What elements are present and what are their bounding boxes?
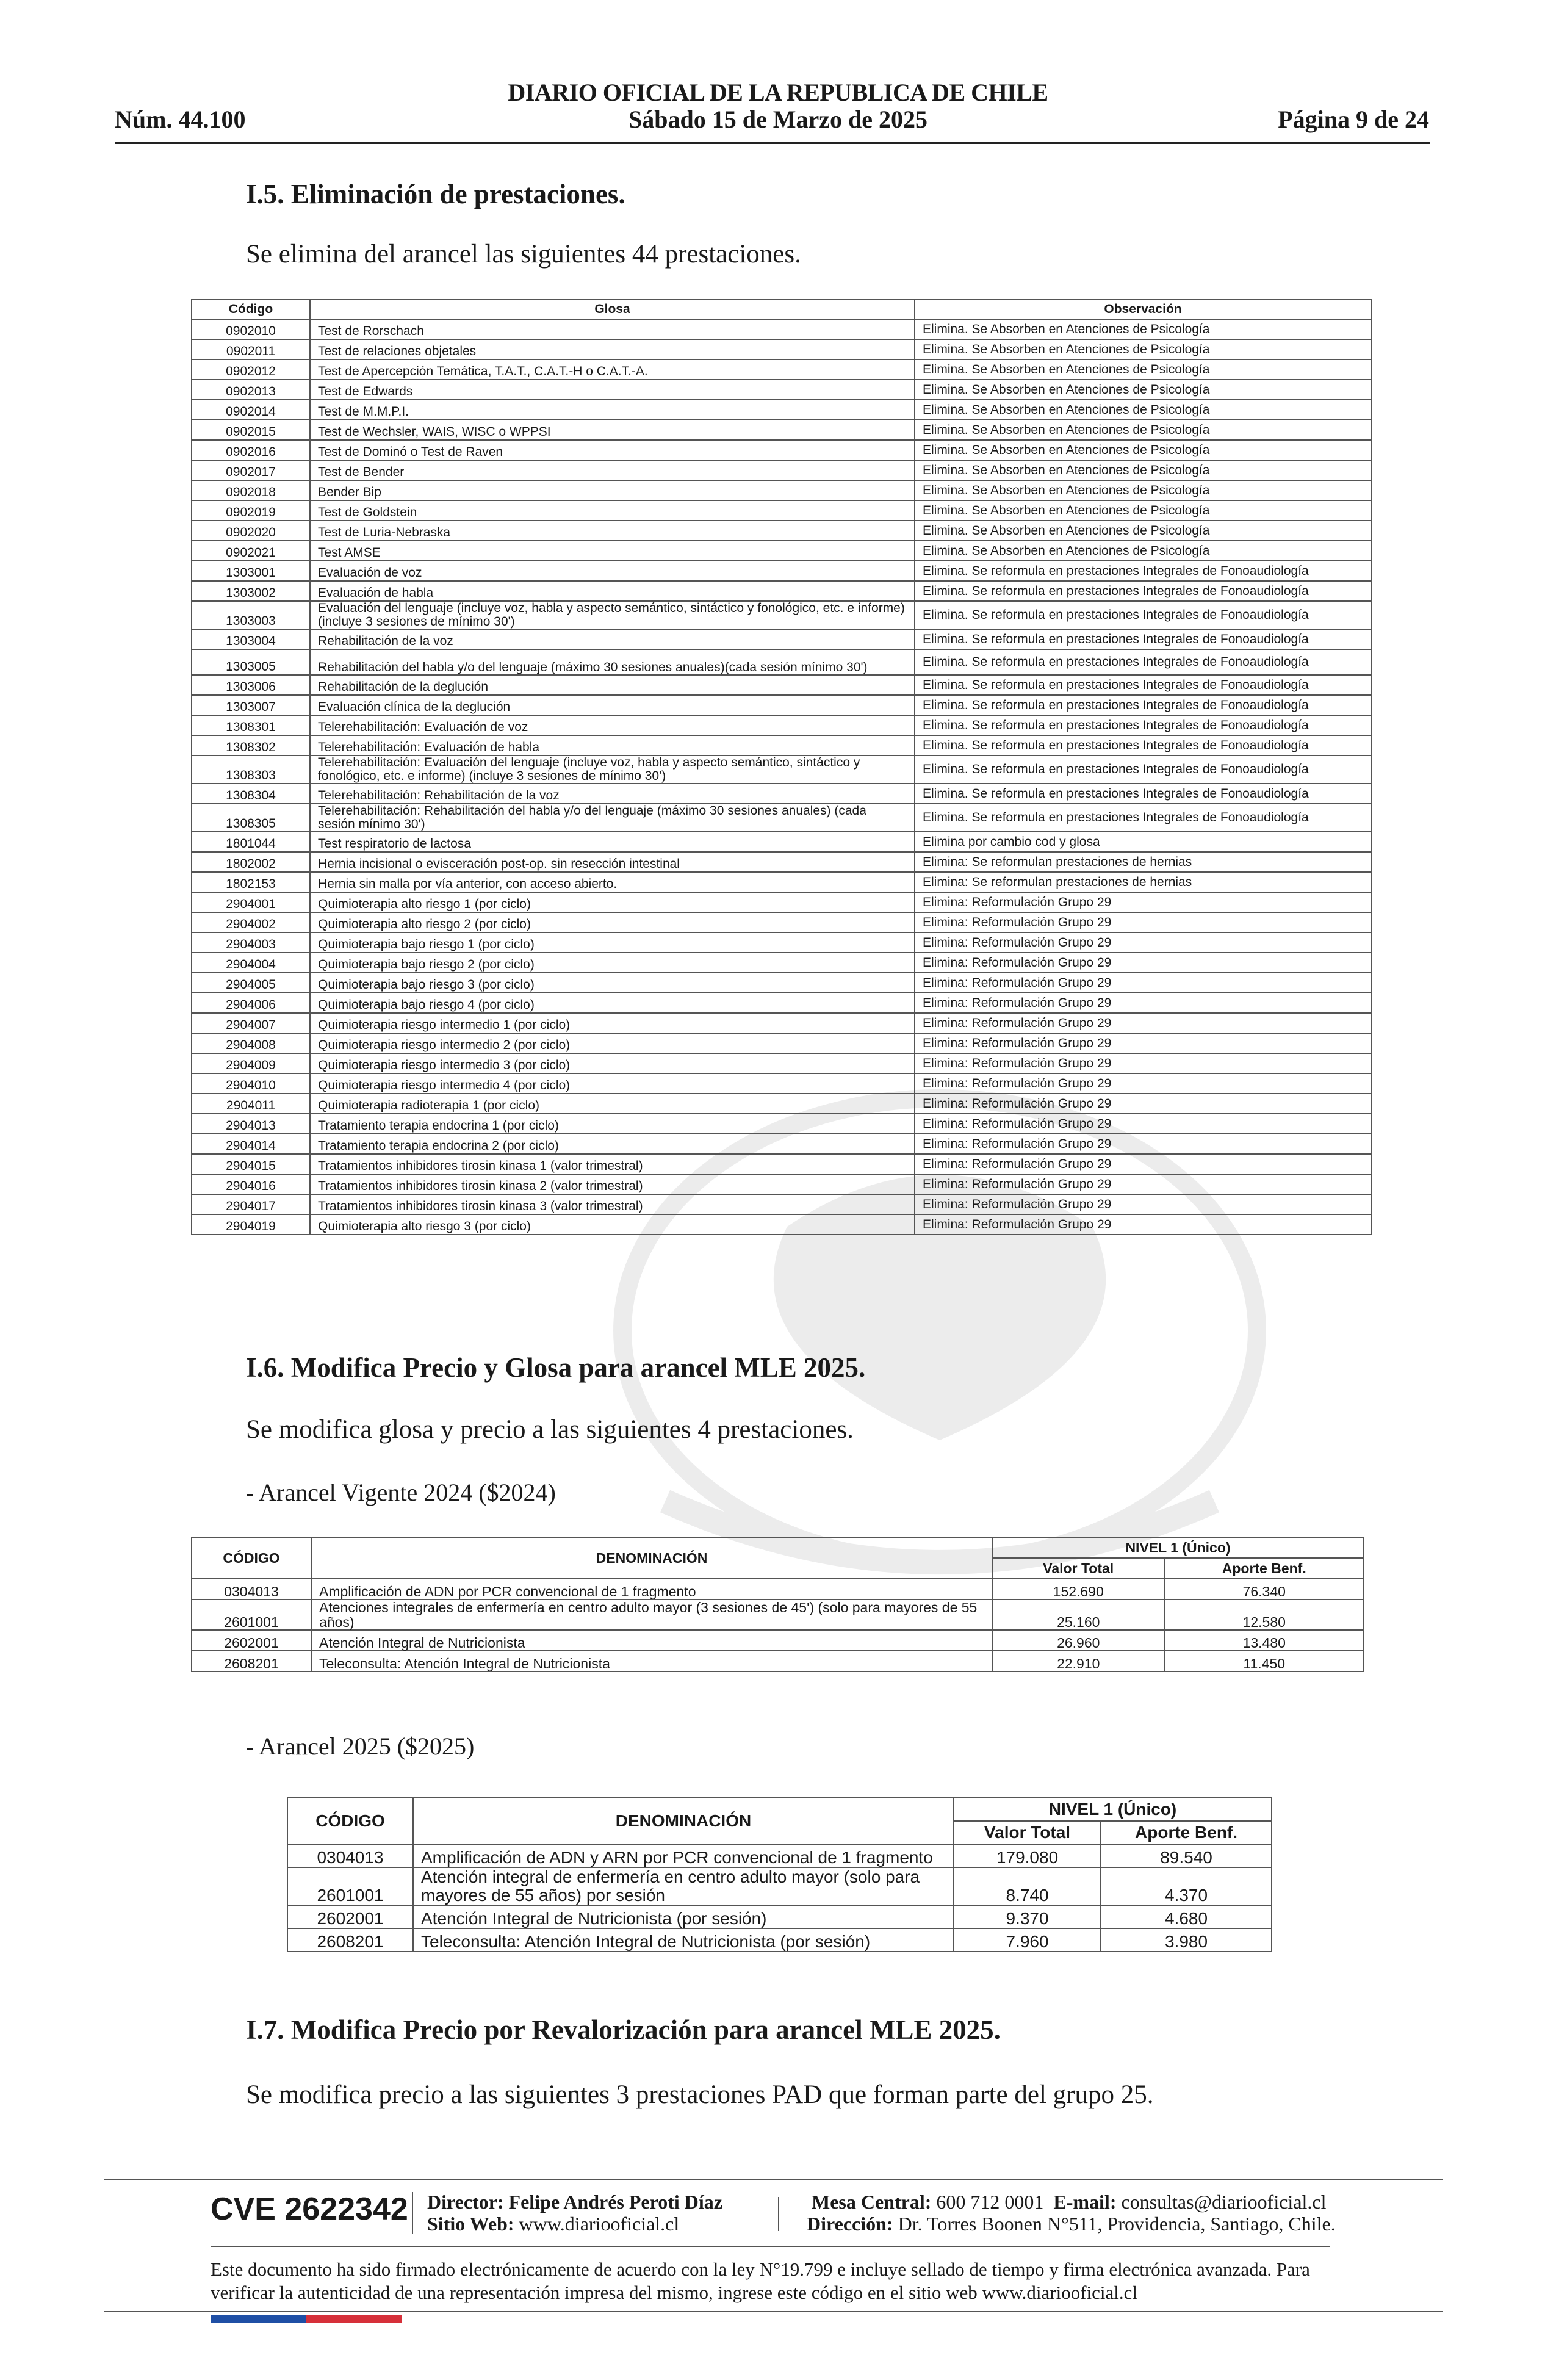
table-row [192, 359, 1371, 380]
cell-codigo: 1308303 [192, 755, 310, 784]
cell-glosa: Test de Goldstein [310, 500, 915, 521]
cell-codigo: 0902021 [192, 541, 310, 561]
cell-denominacion: Atención integral de enfermería en centro adulto mayor (solo para mayores de 55 años) por sesión [413, 1867, 954, 1905]
cell-observacion: Elimina: Reformulación Grupo 29 [915, 1154, 1371, 1174]
column-header-denominacion: DENOMINACIÓN [311, 1537, 992, 1579]
cell-codigo: 2601001 [287, 1867, 413, 1905]
email-link[interactable]: consultas@diariooficial.cl [1121, 2191, 1327, 2213]
cell-observacion: Elimina. Se Absorben en Atenciones de Psicología [915, 359, 1371, 380]
table-row [287, 1867, 1272, 1905]
cell-codigo: 1303005 [192, 649, 310, 675]
column-header-denominacion: DENOMINACIÓN [413, 1798, 954, 1844]
table-row [192, 1154, 1371, 1174]
website-label: Sitio Web: [427, 2213, 514, 2235]
email-label: E-mail: [1053, 2191, 1117, 2213]
table-row [192, 973, 1371, 993]
cell-codigo: 0902015 [192, 420, 310, 440]
cell-glosa: Quimioterapia alto riesgo 3 (por ciclo) [310, 1214, 915, 1235]
table-row [192, 1630, 1364, 1651]
table-row [192, 695, 1371, 715]
cell-codigo: 0902019 [192, 500, 310, 521]
column-header-valor-total: Valor Total [954, 1821, 1101, 1844]
header-divider [115, 142, 1430, 144]
footer-website [427, 2213, 679, 2235]
cell-observacion: Elimina. Se Absorben en Atenciones de Psicología [915, 500, 1371, 521]
cell-observacion: Elimina. Se Absorben en Atenciones de Psicología [915, 400, 1371, 420]
cell-observacion: Elimina. Se reformula en prestaciones Integrales de Fonoaudiología [915, 784, 1371, 804]
cell-codigo: 1303003 [192, 601, 310, 629]
cell-observacion: Elimina. Se reformula en prestaciones Integrales de Fonoaudiología [915, 804, 1371, 832]
cell-codigo: 1308305 [192, 804, 310, 832]
table-row [192, 1094, 1371, 1114]
table-row [192, 872, 1371, 892]
table-row [192, 601, 1371, 629]
cell-aporte: 12.580 [1164, 1599, 1364, 1630]
cell-codigo: 1802153 [192, 872, 310, 892]
cell-observacion: Elimina. Se reformula en prestaciones Integrales de Fonoaudiología [915, 561, 1371, 581]
cell-denominacion: Amplificación de ADN por PCR convencional de 1 fragmento [311, 1579, 992, 1599]
cell-glosa: Quimioterapia bajo riesgo 2 (por ciclo) [310, 953, 915, 973]
cell-glosa: Telerehabilitación: Evaluación de habla [310, 735, 915, 755]
footer-divider-bottom [104, 2311, 1443, 2312]
cell-observacion: Elimina por cambio cod y glosa [915, 832, 1371, 852]
table-row [192, 500, 1371, 521]
cell-denominacion: Atención Integral de Nutricionista [311, 1630, 992, 1651]
column-header-nivel: NIVEL 1 (Único) [992, 1537, 1364, 1558]
table-row [287, 1928, 1272, 1952]
director-label: Director: [427, 2191, 504, 2213]
table-row [192, 993, 1371, 1013]
cell-observacion: Elimina: Reformulación Grupo 29 [915, 892, 1371, 912]
cell-observacion: Elimina: Reformulación Grupo 29 [915, 1053, 1371, 1073]
table-row [192, 380, 1371, 400]
cell-codigo: 2602001 [287, 1905, 413, 1928]
address-text: Dr. Torres Boonen N°511, Providencia, Santiago, Chile. [898, 2213, 1336, 2235]
cell-codigo: 2904014 [192, 1134, 310, 1154]
table-row [192, 1114, 1371, 1134]
cell-observacion: Elimina. Se Absorben en Atenciones de Psicología [915, 480, 1371, 500]
table-row [192, 735, 1371, 755]
table-row [192, 339, 1371, 359]
cell-observacion: Elimina: Reformulación Grupo 29 [915, 912, 1371, 932]
cell-codigo: 0902016 [192, 440, 310, 460]
cell-glosa: Test de Edwards [310, 380, 915, 400]
cell-glosa: Quimioterapia alto riesgo 2 (por ciclo) [310, 912, 915, 932]
cell-codigo: 2904003 [192, 932, 310, 953]
cell-observacion: Elimina: Reformulación Grupo 29 [915, 1094, 1371, 1114]
subheading-arancel-2025: - Arancel 2025 ($2025) [246, 1733, 475, 1760]
cell-observacion: Elimina. Se reformula en prestaciones Integrales de Fonoaudiología [915, 715, 1371, 735]
footer-divider-middle [211, 2246, 1330, 2247]
table-row [192, 649, 1371, 675]
table-row [192, 1053, 1371, 1073]
cell-glosa: Hernia incisional o evisceración post-op. sin resección intestinal [310, 852, 915, 872]
table-row [192, 715, 1371, 735]
cell-codigo: 0902017 [192, 460, 310, 480]
director-name: Felipe Andrés Peroti Díaz [508, 2191, 722, 2213]
cell-codigo: 2608201 [192, 1651, 311, 1671]
cell-codigo: 2904005 [192, 973, 310, 993]
cell-aporte: 11.450 [1164, 1651, 1364, 1671]
cell-glosa: Bender Bip [310, 480, 915, 500]
cell-glosa: Telerehabilitación: Rehabilitación del habla y/o del lenguaje (máximo 30 sesiones anuales) (cada sesión mínimo 30') [310, 804, 915, 832]
mesa-label: Mesa Central: [812, 2191, 932, 2213]
section-intro-i5: Se elimina del arancel las siguientes 44 prestaciones. [246, 240, 801, 269]
cell-observacion: Elimina. Se reformula en prestaciones Integrales de Fonoaudiología [915, 581, 1371, 601]
cell-glosa: Tratamientos inhibidores tirosin kinasa 2 (valor trimestral) [310, 1174, 915, 1194]
table-row [192, 541, 1371, 561]
table-row [192, 460, 1371, 480]
cell-glosa: Rehabilitación de la voz [310, 629, 915, 649]
table-body [287, 1844, 1272, 1952]
cell-aporte: 4.680 [1101, 1905, 1272, 1928]
table-row [192, 1033, 1371, 1053]
table-row [192, 755, 1371, 784]
cell-glosa: Test de Luria-Nebraska [310, 521, 915, 541]
table-header-row [192, 300, 1371, 319]
cell-glosa: Tratamiento terapia endocrina 1 (por ciclo) [310, 1114, 915, 1134]
table-row [192, 521, 1371, 541]
cell-glosa: Test de Wechsler, WAIS, WISC o WPPSI [310, 420, 915, 440]
cell-observacion: Elimina. Se reformula en prestaciones Integrales de Fonoaudiología [915, 695, 1371, 715]
cell-observacion: Elimina: Reformulación Grupo 29 [915, 1033, 1371, 1053]
cell-codigo: 1303004 [192, 629, 310, 649]
footer-director [427, 2191, 722, 2213]
cell-observacion: Elimina. Se Absorben en Atenciones de Psicología [915, 541, 1371, 561]
footer-address [807, 2213, 1336, 2235]
cell-observacion: Elimina: Reformulación Grupo 29 [915, 932, 1371, 953]
website-link[interactable]: www.diariooficial.cl [519, 2213, 680, 2235]
section-heading-i5: I.5. Eliminación de prestaciones. [246, 179, 625, 209]
table-header-row [192, 1537, 1364, 1558]
table-row [192, 561, 1371, 581]
cell-codigo: 2904019 [192, 1214, 310, 1235]
cell-observacion: Elimina: Se reformulan prestaciones de hernias [915, 872, 1371, 892]
cell-codigo: 1802002 [192, 852, 310, 872]
cell-codigo: 2904001 [192, 892, 310, 912]
cell-glosa: Test de Dominó o Test de Raven [310, 440, 915, 460]
cell-observacion: Elimina. Se Absorben en Atenciones de Psicología [915, 420, 1371, 440]
table-row [192, 1134, 1371, 1154]
cell-codigo: 2904009 [192, 1053, 310, 1073]
cell-codigo: 2904006 [192, 993, 310, 1013]
cell-codigo: 0902018 [192, 480, 310, 500]
cell-aporte: 13.480 [1164, 1630, 1364, 1651]
cell-glosa: Quimioterapia bajo riesgo 4 (por ciclo) [310, 993, 915, 1013]
cell-glosa: Quimioterapia alto riesgo 1 (por ciclo) [310, 892, 915, 912]
cell-codigo: 0902014 [192, 400, 310, 420]
cell-aporte: 3.980 [1101, 1928, 1272, 1952]
column-header-glosa: Glosa [310, 300, 915, 319]
cell-observacion: Elimina. Se reformula en prestaciones Integrales de Fonoaudiología [915, 755, 1371, 784]
cell-codigo: 1308304 [192, 784, 310, 804]
table-row [192, 440, 1371, 460]
cell-observacion: Elimina: Reformulación Grupo 29 [915, 1174, 1371, 1194]
cell-glosa: Tratamientos inhibidores tirosin kinasa 3 (valor trimestral) [310, 1194, 915, 1214]
flag-bar-red [306, 2315, 402, 2323]
cell-observacion: Elimina: Reformulación Grupo 29 [915, 1134, 1371, 1154]
cell-valor-total: 8.740 [954, 1867, 1101, 1905]
section-intro-i6: Se modifica glosa y precio a las siguientes 4 prestaciones. [246, 1415, 854, 1444]
cell-glosa: Quimioterapia bajo riesgo 3 (por ciclo) [310, 973, 915, 993]
cell-valor-total: 25.160 [992, 1599, 1164, 1630]
cell-observacion: Elimina: Reformulación Grupo 29 [915, 1194, 1371, 1214]
table-row [192, 1013, 1371, 1033]
table-row [192, 400, 1371, 420]
electronic-signature-note: Este documento ha sido firmado electrónicamente de acuerdo con la ley N°19.799 e incluye sellado de tiempo y firma electrónica avanzada. Para verificar la autenticidad de una representación impresa del mismo, ingrese este código en el sitio web www.diariooficial.cl [211, 2259, 1310, 2303]
address-label: Dirección: [807, 2213, 893, 2235]
cell-denominacion: Amplificación de ADN y ARN por PCR convencional de 1 fragmento [413, 1844, 954, 1867]
cell-codigo: 0902013 [192, 380, 310, 400]
table-row [192, 629, 1371, 649]
cell-codigo: 1303006 [192, 675, 310, 695]
cell-observacion: Elimina. Se Absorben en Atenciones de Psicología [915, 380, 1371, 400]
cell-codigo: 2904010 [192, 1073, 310, 1094]
section-intro-i7: Se modifica precio a las siguientes 3 prestaciones PAD que forman parte del grupo 25. [246, 2080, 1154, 2109]
newspaper-title: DIARIO OFICIAL DE LA REPUBLICA DE CHILE [508, 79, 1048, 106]
cell-codigo: 2904017 [192, 1194, 310, 1214]
cell-glosa: Test de relaciones objetales [310, 339, 915, 359]
cell-glosa: Quimioterapia riesgo intermedio 2 (por ciclo) [310, 1033, 915, 1053]
tariff-2024-table [191, 1537, 1364, 1672]
footer-separator [778, 2197, 779, 2231]
cell-glosa: Hernia sin malla por vía anterior, con acceso abierto. [310, 872, 915, 892]
cell-codigo: 2904008 [192, 1033, 310, 1053]
table-row [192, 480, 1371, 500]
footer-contact [812, 2191, 1327, 2213]
cell-aporte: 89.540 [1101, 1844, 1272, 1867]
table-row [192, 804, 1371, 832]
cell-observacion: Elimina. Se reformula en prestaciones Integrales de Fonoaudiología [915, 601, 1371, 629]
cell-glosa: Test respiratorio de lactosa [310, 832, 915, 852]
column-header-nivel: NIVEL 1 (Único) [954, 1798, 1272, 1821]
cell-codigo: 1303001 [192, 561, 310, 581]
cell-glosa: Quimioterapia riesgo intermedio 3 (por ciclo) [310, 1053, 915, 1073]
cell-observacion: Elimina. Se reformula en prestaciones Integrales de Fonoaudiología [915, 629, 1371, 649]
cell-denominacion: Atenciones integrales de enfermería en centro adulto mayor (3 sesiones de 45') (solo para mayores de 55 años) [311, 1599, 992, 1630]
table-row [192, 932, 1371, 953]
column-header-codigo: Código [192, 300, 310, 319]
cell-denominacion: Teleconsulta: Atención Integral de Nutricionista [311, 1651, 992, 1671]
cell-observacion: Elimina. Se reformula en prestaciones Integrales de Fonoaudiología [915, 735, 1371, 755]
issue-date: Sábado 15 de Marzo de 2025 [629, 106, 927, 133]
cell-glosa: Evaluación del lenguaje (incluye voz, habla y aspecto semántico, sintáctico y fonológico, etc. e informe) (incluye 3 sesiones de mínimo 30') [310, 601, 915, 629]
cell-observacion: Elimina: Reformulación Grupo 29 [915, 1013, 1371, 1033]
cell-glosa: Evaluación clínica de la deglución [310, 695, 915, 715]
cell-observacion: Elimina. Se reformula en prestaciones Integrales de Fonoaudiología [915, 649, 1371, 675]
table-header-row [287, 1798, 1272, 1821]
cell-codigo: 2904004 [192, 953, 310, 973]
table-row [192, 832, 1371, 852]
cell-glosa: Test de Bender [310, 460, 915, 480]
cell-codigo: 2602001 [192, 1630, 311, 1651]
cell-codigo: 2904016 [192, 1174, 310, 1194]
table-row [192, 1073, 1371, 1094]
cell-codigo: 2904013 [192, 1114, 310, 1134]
cell-glosa: Quimioterapia riesgo intermedio 4 (por ciclo) [310, 1073, 915, 1094]
cell-observacion: Elimina. Se Absorben en Atenciones de Psicología [915, 440, 1371, 460]
footer-separator [412, 2192, 413, 2234]
table-body [192, 319, 1371, 1235]
cell-codigo: 1801044 [192, 832, 310, 852]
cell-codigo: 1308301 [192, 715, 310, 735]
cell-glosa: Evaluación de voz [310, 561, 915, 581]
cell-observacion: Elimina: Reformulación Grupo 29 [915, 973, 1371, 993]
table-row [192, 1174, 1371, 1194]
cell-denominacion: Atención Integral de Nutricionista (por sesión) [413, 1905, 954, 1928]
column-header-aporte: Aporte Benf. [1101, 1821, 1272, 1844]
cell-observacion: Elimina: Reformulación Grupo 29 [915, 1214, 1371, 1235]
cell-aporte: 4.370 [1101, 1867, 1272, 1905]
table-row [192, 675, 1371, 695]
table-body [192, 1579, 1364, 1671]
cell-valor-total: 22.910 [992, 1651, 1164, 1671]
cell-codigo: 0902011 [192, 339, 310, 359]
section-heading-i7: I.7. Modifica Precio por Revalorización para arancel MLE 2025. [246, 2014, 1001, 2045]
cell-observacion: Elimina. Se Absorben en Atenciones de Psicología [915, 339, 1371, 359]
cell-denominacion: Teleconsulta: Atención Integral de Nutricionista (por sesión) [413, 1928, 954, 1952]
cell-glosa: Telerehabilitación: Evaluación del lenguaje (incluye voz, habla y aspecto semántico, sintáctico y fonológico, etc. e informe) (incluye 3 sesiones de mínimo 30') [310, 755, 915, 784]
cell-glosa: Telerehabilitación: Rehabilitación de la voz [310, 784, 915, 804]
cell-codigo: 1303002 [192, 581, 310, 601]
mesa-phone: 600 712 0001 [936, 2191, 1044, 2213]
cve-code: CVE 2622342 [211, 2191, 408, 2227]
cell-codigo: 2904015 [192, 1154, 310, 1174]
table-row [192, 581, 1371, 601]
cell-glosa: Tratamientos inhibidores tirosin kinasa 1 (valor trimestral) [310, 1154, 915, 1174]
cell-codigo: 0304013 [287, 1844, 413, 1867]
cell-codigo: 1303007 [192, 695, 310, 715]
cell-glosa: Rehabilitación del habla y/o del lenguaje (máximo 30 sesiones anuales)(cada sesión mínimo 30') [310, 649, 915, 675]
cell-codigo: 2904002 [192, 912, 310, 932]
cell-observacion: Elimina. Se Absorben en Atenciones de Psicología [915, 319, 1371, 339]
subheading-arancel-2024: - Arancel Vigente 2024 ($2024) [246, 1479, 556, 1506]
table-row [192, 1194, 1371, 1214]
cell-valor-total: 179.080 [954, 1844, 1101, 1867]
cell-observacion: Elimina: Reformulación Grupo 29 [915, 1073, 1371, 1094]
cell-valor-total: 26.960 [992, 1630, 1164, 1651]
cell-observacion: Elimina: Reformulación Grupo 29 [915, 953, 1371, 973]
cell-observacion: Elimina: Se reformulan prestaciones de hernias [915, 852, 1371, 872]
table-row [192, 420, 1371, 440]
table-row [192, 1214, 1371, 1235]
column-header-codigo: CÓDIGO [192, 1537, 311, 1579]
cell-observacion: Elimina: Reformulación Grupo 29 [915, 1114, 1371, 1134]
table-row [192, 852, 1371, 872]
cell-glosa: Test de Rorschach [310, 319, 915, 339]
cell-codigo: 1308302 [192, 735, 310, 755]
eliminated-procedures-table [191, 299, 1372, 1235]
cell-glosa: Quimioterapia riesgo intermedio 1 (por ciclo) [310, 1013, 915, 1033]
page-indicator: Página 9 de 24 [1278, 106, 1429, 133]
table-row [192, 784, 1371, 804]
table-row [192, 1599, 1364, 1630]
footer-divider-top [104, 2179, 1443, 2180]
cell-glosa: Telerehabilitación: Evaluación de voz [310, 715, 915, 735]
cell-observacion: Elimina: Reformulación Grupo 29 [915, 993, 1371, 1013]
table-row [192, 912, 1371, 932]
cell-glosa: Evaluación de habla [310, 581, 915, 601]
cell-glosa: Test de Apercepción Temática, T.A.T., C.A.T.-H o C.A.T.-A. [310, 359, 915, 380]
table-row [192, 953, 1371, 973]
table-row [192, 892, 1371, 912]
cell-codigo: 2608201 [287, 1928, 413, 1952]
cell-codigo: 2904007 [192, 1013, 310, 1033]
column-header-valor-total: Valor Total [992, 1558, 1164, 1579]
issue-number: Núm. 44.100 [115, 106, 246, 133]
cell-codigo: 0902010 [192, 319, 310, 339]
table-row [192, 319, 1371, 339]
table-row [287, 1905, 1272, 1928]
flag-bar-blue [211, 2315, 306, 2323]
cell-glosa: Rehabilitación de la deglución [310, 675, 915, 695]
cell-observacion: Elimina. Se reformula en prestaciones Integrales de Fonoaudiología [915, 675, 1371, 695]
cell-observacion: Elimina. Se Absorben en Atenciones de Psicología [915, 460, 1371, 480]
table-row [287, 1844, 1272, 1867]
cell-codigo: 2601001 [192, 1599, 311, 1630]
table-row [192, 1579, 1364, 1599]
section-heading-i6: I.6. Modifica Precio y Glosa para arancel MLE 2025. [246, 1352, 866, 1383]
tariff-2025-table [287, 1797, 1272, 1952]
column-header-aporte: Aporte Benf. [1164, 1558, 1364, 1579]
column-header-observacion: Observación [915, 300, 1371, 319]
cell-glosa: Test AMSE [310, 541, 915, 561]
cell-observacion: Elimina. Se Absorben en Atenciones de Psicología [915, 521, 1371, 541]
cell-codigo: 0304013 [192, 1579, 311, 1599]
cell-glosa: Test de M.M.P.I. [310, 400, 915, 420]
cell-valor-total: 152.690 [992, 1579, 1164, 1599]
cell-glosa: Quimioterapia bajo riesgo 1 (por ciclo) [310, 932, 915, 953]
table-row [192, 1651, 1364, 1671]
cell-codigo: 0902012 [192, 359, 310, 380]
cell-valor-total: 9.370 [954, 1905, 1101, 1928]
cell-codigo: 0902020 [192, 521, 310, 541]
cell-glosa: Quimioterapia radioterapia 1 (por ciclo) [310, 1094, 915, 1114]
cell-glosa: Tratamiento terapia endocrina 2 (por ciclo) [310, 1134, 915, 1154]
cell-codigo: 2904011 [192, 1094, 310, 1114]
cell-valor-total: 7.960 [954, 1928, 1101, 1952]
cell-aporte: 76.340 [1164, 1579, 1364, 1599]
column-header-codigo: CÓDIGO [287, 1798, 413, 1844]
